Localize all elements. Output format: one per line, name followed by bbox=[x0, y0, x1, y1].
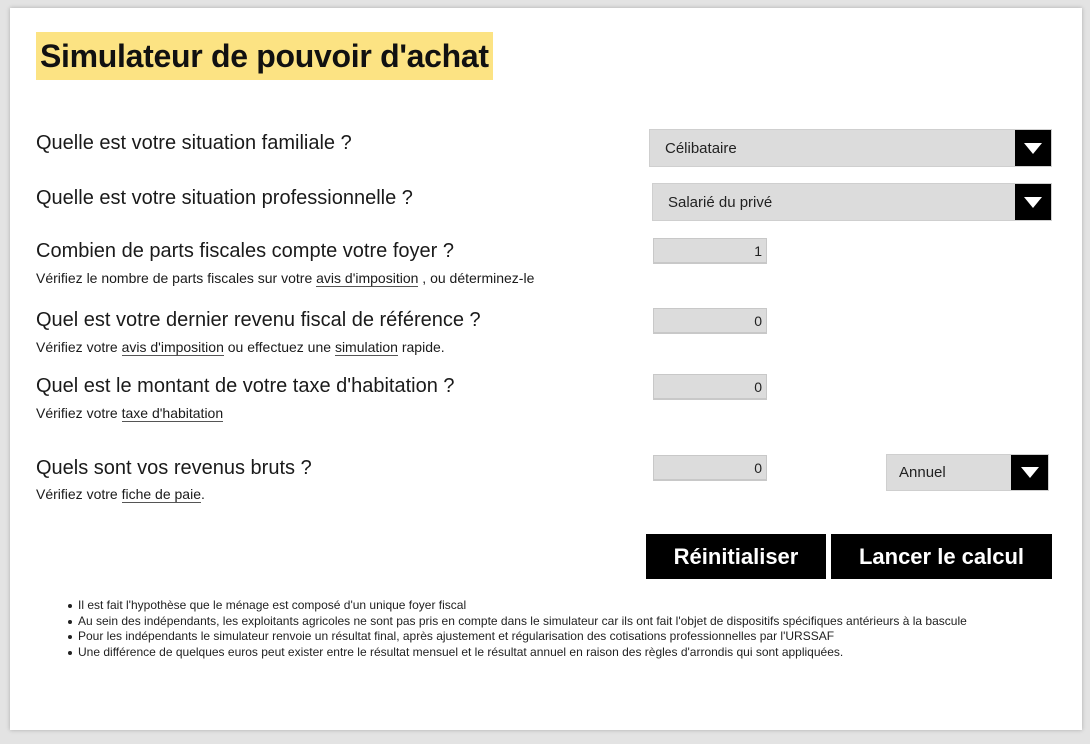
periode-value: Annuel bbox=[899, 464, 946, 481]
question-revenu-fiscal: Quel est votre dernier revenu fiscal de référence ? bbox=[36, 309, 481, 331]
parts-fiscales-input[interactable]: 1 bbox=[653, 238, 767, 264]
hint-text: Vérifiez votre bbox=[36, 486, 122, 502]
situation-professionnelle-value: Salarié du privé bbox=[668, 193, 773, 211]
hint-text: Vérifiez votre bbox=[36, 339, 122, 355]
question-parts-fiscales: Combien de parts fiscales compte votre foyer ? bbox=[36, 240, 454, 262]
chevron-down-icon[interactable] bbox=[1011, 455, 1048, 490]
list-item: Une différence de quelques euros peut exister entre le résultat mensuel et le résultat annuel en raison des règles d'arrondis qui sont appliquées. bbox=[68, 645, 998, 661]
hint-text: ou effectuez une bbox=[223, 339, 335, 355]
hint-text: , ou déterminez-le bbox=[418, 270, 535, 286]
list-item: Il est fait l'hypothèse que le ménage est composé d'un unique foyer fiscal bbox=[68, 598, 998, 614]
situation-familiale-select[interactable] bbox=[649, 129, 1052, 167]
question-situation-professionnelle: Quelle est votre situation professionnelle ? bbox=[36, 187, 413, 209]
periode-select[interactable] bbox=[886, 454, 1049, 491]
simulation-link[interactable]: simulation bbox=[334, 339, 398, 355]
hint-text: . bbox=[201, 486, 205, 502]
revenus-bruts-input[interactable]: 0 bbox=[653, 455, 767, 481]
avis-imposition-link[interactable]: avis d'imposition bbox=[316, 270, 419, 286]
question-taxe-habitation: Quel est le montant de votre taxe d'habitation ? bbox=[36, 375, 455, 397]
situation-familiale-value: Célibataire bbox=[665, 139, 737, 157]
question-situation-familiale: Quelle est votre situation familiale ? bbox=[36, 132, 352, 154]
hint-text: rapide. bbox=[397, 339, 445, 355]
fiche-paie-link[interactable]: fiche de paie bbox=[121, 486, 201, 502]
revenu-fiscal-input[interactable]: 0 bbox=[653, 308, 767, 334]
taxe-habitation-link[interactable]: taxe d'habitation bbox=[121, 405, 224, 421]
hint-revenu-fiscal bbox=[36, 339, 445, 355]
taxe-habitation-input[interactable]: 0 bbox=[653, 374, 767, 400]
hint-taxe-habitation bbox=[36, 405, 223, 421]
chevron-down-icon[interactable] bbox=[1015, 184, 1051, 220]
question-revenus-bruts: Quels sont vos revenus bruts ? bbox=[36, 457, 312, 479]
page-title: Simulateur de pouvoir d'achat bbox=[36, 32, 493, 80]
notes-list bbox=[68, 598, 998, 660]
list-item: Pour les indépendants le simulateur renvoie un résultat final, après ajustement et régularisation des cotisations professionnelles par l'URSSAF bbox=[68, 629, 998, 645]
hint-parts-fiscales bbox=[36, 270, 534, 286]
simulator-panel bbox=[10, 8, 1082, 730]
chevron-down-icon[interactable] bbox=[1015, 130, 1051, 166]
list-item: Au sein des indépendants, les exploitants agricoles ne sont pas pris en compte dans le simulateur car ils ont fait l'objet de dispositifs spécifiques antérieurs à la bascule bbox=[68, 614, 998, 630]
calculate-button[interactable]: Lancer le calcul bbox=[831, 534, 1052, 579]
reset-button[interactable]: Réinitialiser bbox=[646, 534, 826, 579]
situation-professionnelle-select[interactable] bbox=[652, 183, 1052, 221]
hint-text: Vérifiez le nombre de parts fiscales sur votre bbox=[36, 270, 317, 286]
hint-revenus-bruts bbox=[36, 486, 205, 502]
avis-imposition-link[interactable]: avis d'imposition bbox=[121, 339, 224, 355]
hint-text: Vérifiez votre bbox=[36, 405, 122, 421]
